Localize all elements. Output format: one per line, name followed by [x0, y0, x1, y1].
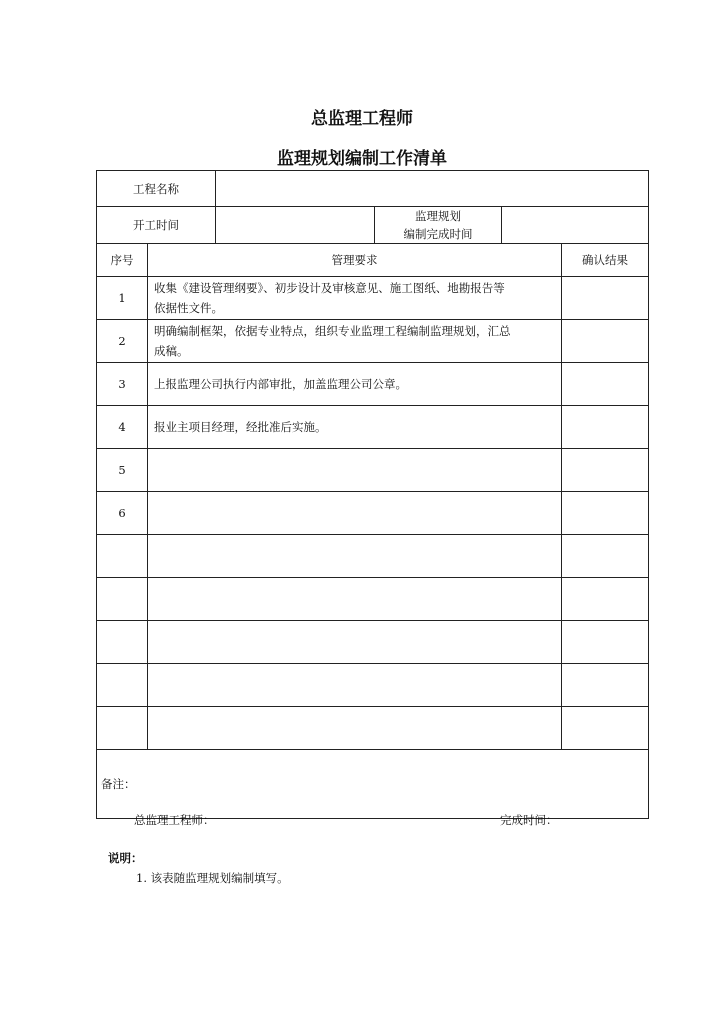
row-result[interactable] [562, 578, 649, 621]
row-result[interactable] [562, 277, 649, 320]
plan-completion-time-value[interactable] [502, 207, 649, 244]
row-result[interactable] [562, 707, 649, 750]
row-result[interactable] [562, 320, 649, 363]
row-number: 1 [97, 277, 148, 320]
col-header-result: 确认结果 [562, 244, 649, 277]
row-number[interactable] [97, 535, 148, 578]
row-result[interactable] [562, 535, 649, 578]
checklist-table [96, 170, 649, 819]
start-time-row [97, 207, 649, 244]
start-time-label: 开工时间 [97, 207, 216, 244]
req-line1: 明确编制框架，依据专业特点，组织专业监理工程编制监理规划，汇总 [154, 324, 511, 338]
completion-time-label: 完成时间： [500, 813, 558, 827]
row-number: 6 [97, 492, 148, 535]
row-requirement [148, 277, 562, 320]
remarks-row [97, 750, 649, 819]
table-header-row [97, 244, 649, 277]
table-row [97, 707, 649, 750]
row-requirement[interactable] [148, 707, 562, 750]
row-requirement: 上报监理公司执行内部审批，加盖监理公司公章。 [148, 363, 562, 406]
row-result[interactable] [562, 492, 649, 535]
chief-engineer-label: 总监理工程师： [134, 813, 215, 827]
row-number: 4 [97, 406, 148, 449]
row-number[interactable] [97, 707, 148, 750]
row-result[interactable] [562, 621, 649, 664]
row-number[interactable] [97, 578, 148, 621]
req-line2: 依据性文件。 [154, 301, 223, 315]
notes-title: 说明： [108, 851, 143, 865]
table-row [97, 535, 649, 578]
start-time-value[interactable] [216, 207, 375, 244]
row-result[interactable] [562, 363, 649, 406]
row-number: 2 [97, 320, 148, 363]
table-row [97, 320, 649, 363]
document-title: 总监理工程师 [311, 109, 413, 129]
project-name-label: 工程名称 [97, 171, 216, 207]
table-row [97, 449, 649, 492]
row-requirement[interactable] [148, 578, 562, 621]
row-requirement[interactable] [148, 492, 562, 535]
req-line1: 收集《建设管理纲要》、初步设计及审核意见、施工图纸、地勘报告等 [154, 281, 505, 295]
req-line2: 成稿。 [154, 344, 189, 358]
row-requirement: 报业主项目经理，经批准后实施。 [148, 406, 562, 449]
col-header-requirement: 管理要求 [148, 244, 562, 277]
col-header-no: 序号 [97, 244, 148, 277]
project-name-row [97, 171, 649, 207]
table-row [97, 664, 649, 707]
row-number[interactable] [97, 664, 148, 707]
document-subtitle: 监理规划编制工作清单 [277, 149, 447, 169]
row-requirement [148, 320, 562, 363]
plan-completion-time-label [375, 207, 502, 244]
project-name-value[interactable] [216, 171, 649, 207]
plan-label-line1: 监理规划 [415, 209, 461, 223]
row-requirement[interactable] [148, 621, 562, 664]
table-row [97, 578, 649, 621]
row-requirement[interactable] [148, 535, 562, 578]
remarks-label: 备注： [101, 777, 136, 791]
row-requirement[interactable] [148, 664, 562, 707]
plan-label-line2: 编制完成时间 [403, 227, 473, 241]
table-row [97, 406, 649, 449]
row-number: 5 [97, 449, 148, 492]
table-row [97, 621, 649, 664]
table-row [97, 363, 649, 406]
row-result[interactable] [562, 406, 649, 449]
notes-item: 1. 该表随监理规划编制填写。 [136, 871, 289, 885]
row-requirement[interactable] [148, 449, 562, 492]
row-number: 3 [97, 363, 148, 406]
table-row [97, 277, 649, 320]
table-row [97, 492, 649, 535]
remarks-cell[interactable] [97, 750, 649, 819]
row-result[interactable] [562, 449, 649, 492]
row-result[interactable] [562, 664, 649, 707]
row-number[interactable] [97, 621, 148, 664]
